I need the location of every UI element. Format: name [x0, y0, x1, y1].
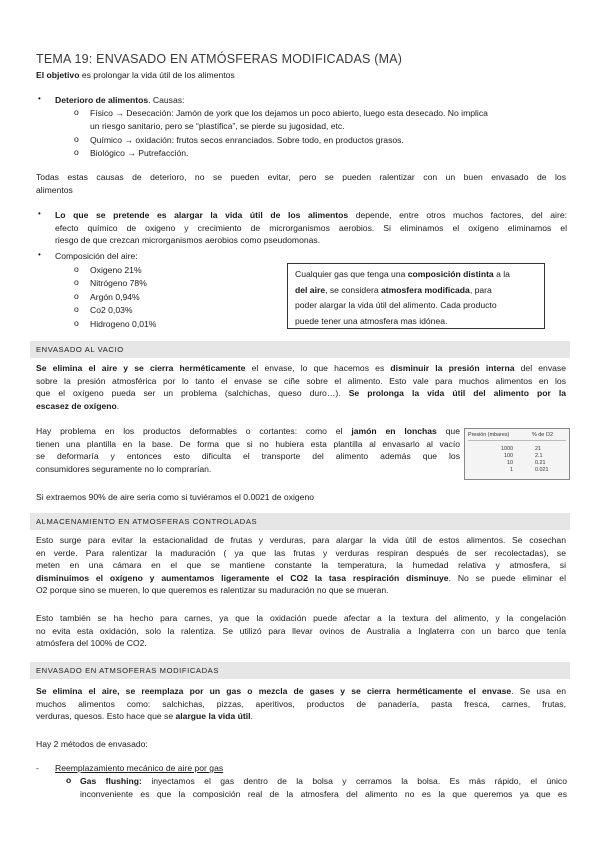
- table-cell: 1: [510, 467, 513, 473]
- callout-text: , se considera: [325, 284, 381, 295]
- vacio-paragraph-1: [36, 362, 566, 412]
- vacio-text: del envase: [514, 363, 566, 373]
- table-cell: 1000: [501, 446, 513, 452]
- mod-text: verduras, quesos. Esto hace que se: [36, 711, 176, 722]
- almacenamiento-paragraph-2: [36, 612, 566, 650]
- composicion-item: Oxigeno 21%: [90, 265, 142, 275]
- vacio-text: el envase, lo que hacemos es: [245, 363, 391, 373]
- vacio-text: que el oxígeno pueda ser un problema (salchichas, queso duro…).: [36, 388, 349, 399]
- alm-p2-line-2: no evita esta oxidación, solo la ralentiza. Se utilizó para llevar ovinos de Australia a Inglaterra con un barco que tenía: [36, 625, 566, 636]
- causas-line-2: alimentos: [36, 184, 73, 195]
- composicion-item: Co2 0,03%: [90, 305, 133, 315]
- gas-line-2: inconveniente es que la composición real de la atmosfera del alimento no es la que queremos ya que es: [80, 788, 567, 799]
- vacio-p2-line-2: tienen una plantilla en la base. De forma que si no hubiera esta plantilla al envasarlo al vacío: [36, 438, 460, 449]
- causas-paragraph: [36, 171, 566, 196]
- vacio-text: Hay problema en los productos deformables o cortantes: como el: [36, 426, 352, 436]
- callout-box: [287, 263, 545, 329]
- bullet-icon: •: [38, 94, 41, 103]
- sub-bullet-icon: o: [74, 318, 79, 328]
- bullet-icon: •: [38, 250, 41, 259]
- mod-bold: Se elimina el aire, se reemplaza por un gas o mezcla de gases y se cierra herméticamente el envase: [36, 686, 512, 696]
- vacio-line-4: [36, 400, 566, 413]
- mod-text: . Se usa en: [511, 686, 566, 696]
- gas-flushing-paragraph: [80, 775, 567, 800]
- callout-text: , para: [469, 284, 492, 295]
- sub-bullet-icon: o: [74, 277, 79, 287]
- reemplazo-line: [55, 762, 223, 775]
- section-heading-modificadas: ENVASADO EN ATMSOFERAS MODIFICADAS: [30, 662, 570, 679]
- mod-bold: alargue la vida útil: [175, 711, 251, 722]
- pretende-line-3: riesgo de que crezcan microrganismos aerobios como pseudomonas.: [55, 235, 321, 246]
- pretende-paragraph: [55, 209, 567, 247]
- vacio-bold: disminuir la presión interna: [390, 363, 515, 373]
- callout-line-1: [295, 267, 537, 283]
- objective-text: es prolongar la vida útil de los alimentos: [79, 70, 235, 80]
- gas-line-1: [80, 775, 567, 788]
- vacio-p2-line-3: se deformaría y entonces esto dificulta el transporte del alimento además que los: [36, 451, 460, 462]
- sub-bullet-icon: o: [74, 304, 79, 314]
- page-title: TEMA 19: ENVASADO EN ATMÓSFERAS MODIFICADAS (MA): [36, 52, 403, 66]
- composicion-item: Nitrógeno 78%: [90, 278, 147, 288]
- modificadas-paragraph-1: [36, 685, 566, 723]
- pretende-line-2: efecto químico de oxigeno y crecimiento de microrganismos aerobios. Si eliminamos el oxígeno eliminamos el: [55, 222, 567, 233]
- callout-bold: del aire: [295, 284, 326, 295]
- vacio-paragraph-3: Si extraemos 90% de aire seria como si tuviéramos el 0.0021 de oxigeno: [36, 492, 315, 502]
- dash-glyph: -: [36, 763, 39, 773]
- callout-bold: atmosfera modificada: [381, 284, 470, 295]
- pretende-line-1: [55, 209, 567, 222]
- mod-line-1: [36, 685, 566, 698]
- table-cell: 2.1: [535, 453, 543, 459]
- section-heading-almacenamiento: ALMACENAMIENTO EN ATMOSFERAS CONTROLADAS: [30, 513, 570, 530]
- gas-bold: Gas flushing:: [80, 776, 142, 786]
- alm-text: . No se puede eliminar el: [448, 572, 566, 583]
- deterioro-item-1-line-2: un riesgo sanitario, pero se “plastifica”, se pierde su jugosidad, etc.: [90, 120, 345, 131]
- mod-line-2: muchos alimentos como: salchichas, pizzas, aperitivos, productos de panadería, pasta fresca, carnes, frutas,: [36, 698, 566, 709]
- vacio-line-1: [36, 362, 566, 375]
- callout-line-3: poder alargar la vida útil del alimento. Cada producto: [295, 300, 497, 310]
- alm-line-1: Esto surge para evitar la estacionalidad de frutas y verduras, para alargar la vida útil de estos alimentos. Se cosechan: [36, 535, 566, 545]
- callout-text: a la: [493, 269, 510, 279]
- deterioro-item-3: Biológico → Putrefacción.: [90, 148, 189, 158]
- mod-line-3: [36, 710, 566, 723]
- table-cell: 21: [535, 446, 541, 452]
- pressure-table-header: [468, 432, 566, 441]
- bullet-icon: •: [38, 209, 41, 218]
- vacio-bold: Se elimina el aire y se cierra herméticamente: [36, 363, 246, 373]
- causas-line-1: Todas estas causas de deterioro, no se pueden evitar, pero se pueden ralentizar con un buen envasado de los: [36, 172, 566, 182]
- vacio-paragraph-2: [36, 425, 460, 475]
- alm-bold: disminuimos el oxígeno y aumentamos ligeramente el CO2 la tasa respiración disminuye: [36, 572, 449, 583]
- sub-bullet-icon: o: [74, 291, 79, 301]
- pressure-table: [464, 428, 570, 480]
- objective-line: [36, 69, 235, 82]
- table-cell: 10: [507, 460, 513, 466]
- vacio-bold: Se prolonga la vida útil del alimento por la: [348, 388, 566, 399]
- vacio-bold: jamón en lonchas: [351, 426, 437, 436]
- deterioro-bold: Deterioro de alimentos: [55, 95, 149, 105]
- alm-line-5: O2 porque sino se mueren, lo que queremos es ralentizar su maduración no que se mueran.: [36, 585, 389, 596]
- composicion-item: Argón 0,94%: [90, 292, 140, 302]
- deterioro-item-1-line-1: Físico → Desecación: Jamón de york que los dejamos un poco abierto, luego esta desecado. No implica: [90, 108, 488, 118]
- table-cell: 100: [504, 453, 513, 459]
- table-cell: 0.021: [535, 467, 549, 473]
- alm-line-4: [36, 572, 566, 585]
- alm-p2-line-3: atmósfera del 100% de CO2.: [36, 638, 147, 649]
- reemplazo-underlined: Reemplazamiento mecánico de aire por gas: [55, 763, 224, 773]
- vacio-line-2: sobre la presión atmosférica por lo tanto el envase se ciñe sobre el alimento. Esto vale para muchos alimentos en los: [36, 375, 566, 386]
- callout-bold: composición distinta: [407, 269, 494, 279]
- vacio-line-3: [36, 387, 566, 400]
- deterioro-text: . Causas:: [148, 95, 185, 105]
- deterioro-line: [55, 94, 184, 107]
- vacio-p2-line-4: consumidores seguramente no lo comprarían.: [36, 463, 212, 474]
- pressure-col-2: % de O2: [532, 432, 553, 438]
- callout-line-4: puede tener una atmosfera mas idónea.: [295, 315, 448, 326]
- table-cell: 0.21: [535, 460, 546, 466]
- pretende-text: depende, entre otros muchos factores, del aire:: [348, 210, 567, 220]
- section-heading-vacio: ENVASADO AL VACIO: [30, 341, 570, 358]
- composicion-label: Composición del aire:: [55, 251, 138, 261]
- mod-text: .: [250, 711, 253, 722]
- deterioro-item-2: Químico → oxidación: frutos secos enranciados. Sobre todo, en productos grasos.: [90, 135, 404, 145]
- vacio-p2-line-1: [36, 425, 460, 438]
- objective-bold: El objetivo: [36, 70, 80, 80]
- metodos-line: Hay 2 métodos de envasado:: [36, 739, 148, 749]
- vacio-text: .: [116, 400, 120, 411]
- pretende-bold: Lo que se pretende es alargar la vida útil de los alimentos: [55, 210, 349, 220]
- alm-p2-line-1: Esto también se ha hecho para carnes, ya que la oxidación puede afectar a la textura del alimento, y la congelación: [36, 613, 566, 623]
- vacio-bold: escasez de oxígeno: [36, 400, 117, 411]
- callout-line-2: [295, 283, 537, 299]
- callout-text: Cualquier gas que tenga una: [295, 269, 408, 279]
- pressure-col-1: Presión (mbares): [468, 432, 510, 438]
- sub-bullet-icon: o: [74, 107, 79, 117]
- deterioro-item-1: [90, 107, 568, 132]
- almacenamiento-paragraph-1: [36, 534, 566, 597]
- composicion-item: Hidrogeno 0,01%: [90, 319, 157, 329]
- vacio-text: que: [436, 426, 460, 436]
- gas-text: inyectamos el gas dentro de la bolsa y cerramos la bolsa. Es más rápido, el único: [141, 776, 567, 786]
- sub-bullet-icon: o: [74, 147, 79, 157]
- sub-bullet-icon: o: [66, 775, 72, 785]
- alm-line-2: en verde. Para ralentizar la maduración ( ya que las frutas y verduras respiran después de ser recolectadas), se: [36, 547, 566, 558]
- alm-line-3: meten en una cámara en el que se mantiene constante la temperatura, la humedad relativa y atmosfera, si: [36, 560, 566, 571]
- sub-bullet-icon: o: [74, 264, 79, 274]
- sub-bullet-icon: o: [74, 134, 79, 144]
